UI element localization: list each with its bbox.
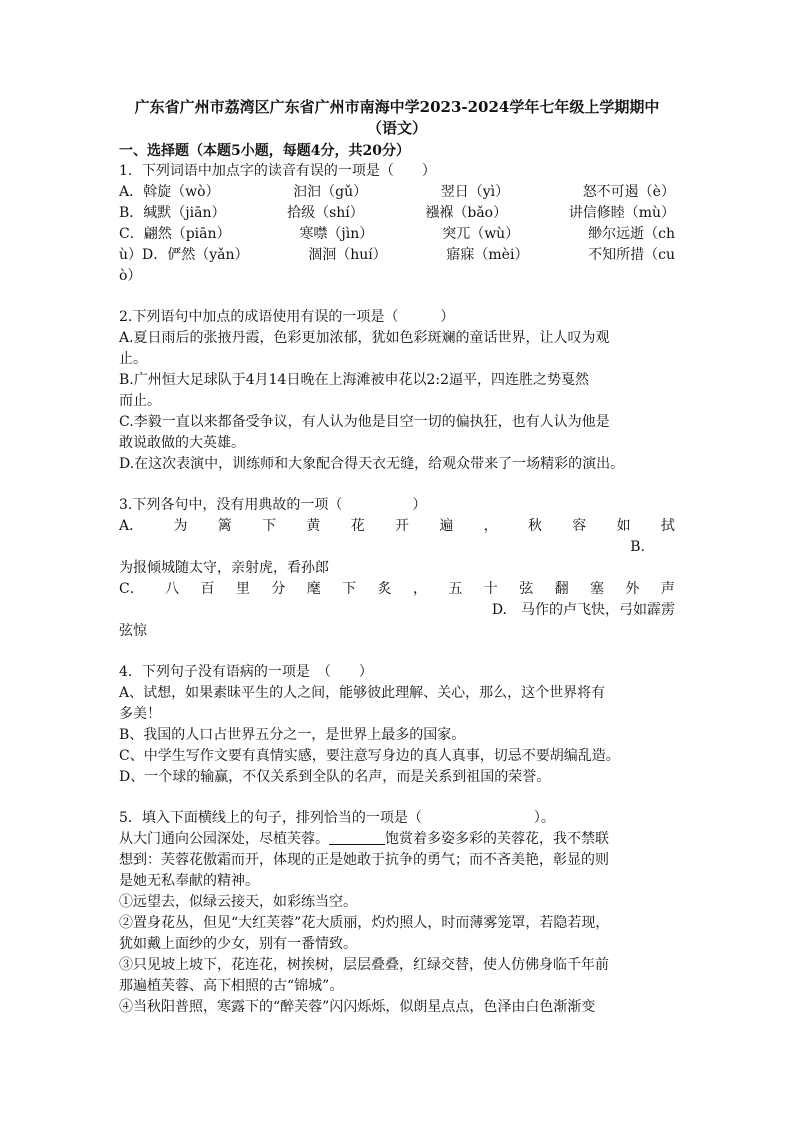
q3-c-char: 下 (342, 581, 357, 597)
q3-c-char: C． (119, 581, 144, 597)
q3-c-char: 翻 (554, 581, 569, 597)
q3-a-char: A． (119, 518, 144, 534)
question-3 (119, 495, 675, 642)
q1-row-c-item: 缈尔远逝（ch (588, 226, 675, 242)
q3-option-a (119, 516, 675, 537)
q3-a-char: 开 (395, 518, 409, 534)
q1-row-b (119, 203, 675, 224)
exam-title (119, 97, 675, 139)
q3-c-char: 十 (483, 581, 498, 597)
q1-stem: 1．下列词语中加点字的读音有误的一项是（ ） (119, 163, 436, 179)
q3-option-b-text: 为报倾城随太守，亲射虎，看孙郎 (119, 560, 329, 576)
q4-option-a-cont: 多美！ (119, 706, 161, 722)
q1-row-b-item: 襁褓（bǎo） (425, 205, 508, 221)
q5-passage-start: 从大门通向公园深处，尽植芙蓉。 (119, 831, 329, 847)
q3-c-char: 弦 (519, 581, 534, 597)
q3-stem: 3.下列各句中，没有用典故的一项（ ） (119, 497, 427, 513)
title-line-2: （语文） (366, 119, 427, 137)
question-4 (119, 662, 675, 788)
q3-c-char: 外 (625, 581, 640, 597)
q5-sentence-3: ③只见坡上坡下，花连花，树挨树，层层叠叠，红绿交替，使人仿佛身临千年前 (119, 957, 609, 973)
q1-row-d-item: 不知所措（cu (588, 247, 675, 263)
exam-page (119, 97, 675, 1018)
q1-row-b-item: 拾级（shí） (287, 205, 364, 221)
q1-row-a-item: 怒不可遏（è） (582, 184, 675, 200)
q5-stem: 5．填入下面横线上的句子，排列恰当的一项是（ ）。 (119, 810, 555, 826)
q3-c-char: 麾 (306, 581, 321, 597)
question-1 (119, 161, 675, 287)
q5-sentence-3-cont: 那遍植芙蓉、高下相照的古“锦城”。 (119, 978, 344, 994)
q1-row-d (119, 245, 675, 266)
q5-sentence-4: ④当秋阳普照，寒露下的“醉芙蓉”闪闪烁烁，似朗星点点，色泽由白色渐渐变 (119, 999, 596, 1015)
q3-a-char: 为 (173, 518, 188, 534)
q3-option-d: D. 马作的卢飞快，弓如霹雳 (491, 602, 675, 618)
q3-a-char: 拭 (660, 518, 675, 534)
q3-a-char: 黄 (306, 518, 321, 534)
q4-option-a: A、试想，如果素昧平生的人之间，能够彼此理解、关心，那么，这个世界将有 (119, 685, 606, 701)
q1-row-a-item: 汩汩（gǔ） (293, 184, 368, 200)
q5-sentence-2-cont: 犹如戴上面纱的少女，别有一番情致。 (119, 936, 357, 952)
q2-option-a: A.夏日雨后的张掖丹霞，色彩更加浓郁，犹如色彩斑斓的童话世界，让人叹为观 (119, 330, 610, 346)
q4-option-c: C、中学生写作文要有真情实感，要注意写身边的真人真事，切忌不要胡编乱造。 (119, 748, 620, 764)
q1-row-a-item: 翌日（yì） (440, 184, 510, 200)
q2-option-a-cont: 止。 (119, 351, 147, 367)
q5-passage-after-blank: 饱赏着多姿多彩的芙蓉花，我不禁联 (385, 831, 609, 847)
q3-c-char: 声 (660, 581, 675, 597)
q1-row-c-item: 突兀（wù） (442, 226, 520, 242)
question-2 (119, 307, 675, 475)
q2-option-c: C.李毅一直以来都备受争议，有人认为他是目空一切的偏执狂，也有人认为他是 (119, 414, 610, 430)
q5-sentence-2: ②置身花丛，但见“大红芙蓉”花大质丽，灼灼照人，时而薄雾笼罩，若隐若现， (119, 915, 610, 931)
q1-row-a-item: A．斡旋（wò） (119, 184, 220, 200)
q5-sentence-1: ①远望去，似绿云接天，如彩练当空。 (119, 894, 357, 910)
q5-passage-line-3: 是她无私奉献的精神。 (119, 873, 259, 889)
section-heading: 一、选择题（本题5小题，每题4分，共20分） (119, 143, 410, 159)
q3-c-char: 八 (165, 581, 180, 597)
q4-stem: 4．下列句子没有语病的一项是 （ ） (119, 664, 373, 680)
q3-c-char: 炙 (377, 581, 392, 597)
q1-tail: ò） (119, 268, 142, 284)
q1-row-c-item: C．翩然（piān） (119, 226, 231, 242)
q3-c-char: ， (412, 581, 427, 597)
question-5 (119, 808, 675, 1018)
q2-option-b: B.广州恒大足球队于4月14日晚在上海滩被申花以2:2逼平，四连胜之势戛然 (119, 372, 589, 388)
q2-stem: 2.下列语句中加点的成语使用有误的一项是（ ） (119, 309, 455, 325)
q1-row-d-item: ù）D．俨然（yǎn） (119, 247, 249, 263)
q3-c-char: 分 (271, 581, 286, 597)
q5-fill-blank (329, 830, 385, 845)
q3-c-char: 五 (448, 581, 463, 597)
q3-c-char: 里 (235, 581, 250, 597)
q4-option-b: B、我国的人口占世界五分之一，是世界上最多的国家。 (119, 727, 466, 743)
q1-row-b-item: 讲信修睦（mù） (568, 205, 675, 221)
q3-a-char: 篱 (217, 518, 232, 534)
q3-a-char: 容 (572, 518, 587, 534)
q3-a-char: 如 (616, 518, 631, 534)
q2-option-b-cont: 而止。 (119, 393, 161, 409)
q1-row-c-item: 寒噤（jìn） (299, 226, 374, 242)
q2-option-c-cont: 敢说敢做的大英雄。 (119, 435, 245, 451)
q2-option-d: D.在这次表演中，训练师和大象配合得天衣无缝，给观众带来了一场精彩的演出。 (119, 456, 625, 472)
q1-row-d-item: 寤寐（mèi） (446, 247, 529, 263)
q3-option-c (119, 579, 675, 600)
q5-passage-line-2: 想到：芙蓉花傲霜而开，体现的正是她敢于抗争的勇气；而不吝美艳，彰显的则 (119, 852, 609, 868)
q5-passage-line-1 (119, 829, 675, 850)
q4-option-d: D、一个球的输赢，不仅关系到全队的名声，而是关系到祖国的荣誉。 (119, 769, 551, 785)
q3-option-b-label: B. (630, 539, 645, 555)
q1-row-c (119, 224, 675, 245)
q3-a-char: ， (483, 518, 498, 534)
q3-a-char: 下 (262, 518, 277, 534)
q3-a-char: 秋 (527, 518, 542, 534)
q3-option-d-tail: 弦惊 (119, 623, 147, 639)
q3-c-char: 百 (200, 581, 215, 597)
q1-row-d-item: 涸洄（huí） (308, 247, 387, 263)
q3-a-char: 遍 (439, 518, 454, 534)
title-line-1: 广东省广州市荔湾区广东省广州市南海中学2023-2024学年七年级上学期期中 (134, 98, 660, 116)
q3-c-char: 塞 (590, 581, 604, 597)
q3-a-char: 花 (350, 518, 365, 534)
q1-row-b-item: B．缄默（jiān） (119, 205, 226, 221)
q1-row-a (119, 182, 675, 203)
